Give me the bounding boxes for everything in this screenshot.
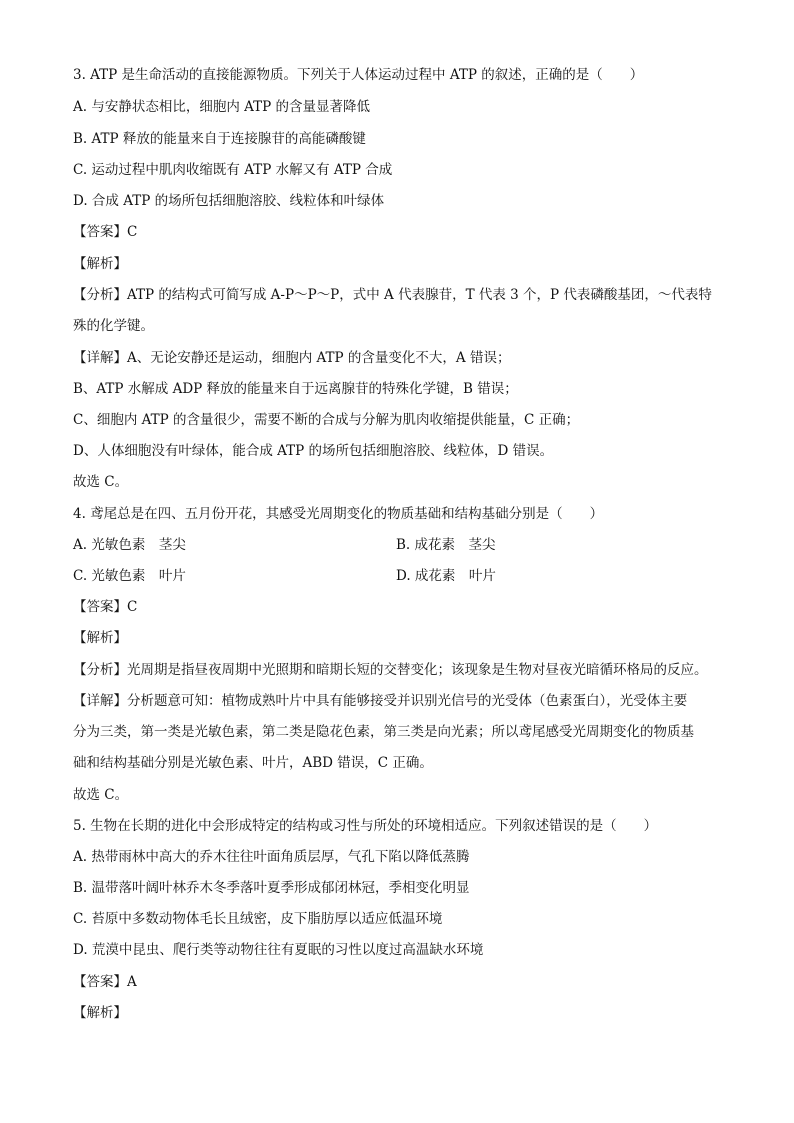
question-5-option-c: C. 苔原中多数动物体毛长且绒密，皮下脂肪厚以适应低温环境 <box>73 911 443 927</box>
question-3-option-a: A. 与安静状态相比，细胞内 ATP 的含量显著降低 <box>73 99 371 115</box>
question-5-option-b: B. 温带落叶阔叶林乔木冬季落叶夏季形成郁闭林冠，季相变化明显 <box>73 880 470 896</box>
question-5-option-a: A. 热带雨林中高大的乔木往往叶面角质层厚，气孔下陷以降低蒸腾 <box>73 849 470 865</box>
question-3-stem: 3. ATP 是生命活动的直接能源物质。下列关于人体运动过程中 ATP 的叙述，正确的是（ ） <box>73 67 644 83</box>
question-3-analysis: 【分析】ATP 的结构式可简写成 A-P～P～P，式中 A 代表腺苷，T 代表 3 个，P 代表磷酸基团，～代表特 <box>73 287 712 303</box>
question-5-option-d: D. 荒漠中昆虫、爬行类等动物往往有夏眠的习性以度过高温缺水环境 <box>73 942 484 958</box>
question-4-option-b: B. 成花素 茎尖 <box>396 537 496 553</box>
question-4-detail-cont-1: 分为三类，第一类是光敏色素，第二类是隐花色素，第三类是向光素；所以鸢尾感受光周期变化的物质基 <box>73 724 694 740</box>
question-3-option-b: B. ATP 释放的能量来自于连接腺苷的高能磷酸键 <box>73 131 366 147</box>
question-4-explanation-heading: 【解析】 <box>73 630 127 646</box>
question-3-detail-a: 【详解】A、无论安静还是运动，细胞内 ATP 的含量变化不大，A 错误； <box>73 350 511 366</box>
question-5-stem: 5. 生物在长期的进化中会形成特定的结构或习性与所处的环境相适应。下列叙述错误的是（ ） <box>73 818 658 834</box>
question-4-detail: 【详解】分析题意可知：植物成熟叶片中具有能够接受并识别光信号的光受体（色素蛋白），光受体主要 <box>73 693 688 709</box>
question-3-explanation-heading: 【解析】 <box>73 256 127 272</box>
question-4-option-c: C. 光敏色素 叶片 <box>73 568 186 584</box>
question-4-answer: 【答案】C <box>73 599 138 615</box>
question-5-answer: 【答案】A <box>73 974 137 990</box>
question-4-stem: 4. 鸢尾总是在四、五月份开花，其感受光周期变化的物质基础和结构基础分别是（ ） <box>73 506 604 522</box>
question-5-explanation-heading: 【解析】 <box>73 1005 127 1021</box>
question-4-option-a: A. 光敏色素 茎尖 <box>73 537 186 553</box>
question-4-detail-cont-2: 础和结构基础分别是光敏色素、叶片，ABD 错误，C 正确。 <box>73 755 433 771</box>
question-3-analysis-cont: 殊的化学键。 <box>73 318 154 334</box>
question-3-detail-d: D、人体细胞没有叶绿体，能合成 ATP 的场所包括细胞溶胶、线粒体，D 错误。 <box>73 443 554 459</box>
question-3-answer: 【答案】C <box>73 224 138 240</box>
question-3-detail-b: B、ATP 水解成 ADP 释放的能量来自于远离腺苷的特殊化学键，B 错误； <box>73 381 518 397</box>
question-3-option-d: D. 合成 ATP 的场所包括细胞溶胶、线粒体和叶绿体 <box>73 193 385 209</box>
question-4-analysis: 【分析】光周期是指昼夜周期中光照期和暗期长短的交替变化；该现象是生物对昼夜光暗循环格局的反应。 <box>73 662 708 678</box>
question-3-detail-c: C、细胞内 ATP 的含量很少，需要不断的合成与分解为肌肉收缩提供能量，C 正确； <box>73 412 580 428</box>
question-3-option-c: C. 运动过程中肌肉收缩既有 ATP 水解又有 ATP 合成 <box>73 162 393 178</box>
question-3-conclusion: 故选 C。 <box>73 474 129 490</box>
question-4-conclusion: 故选 C。 <box>73 787 129 803</box>
question-4-option-d: D. 成花素 叶片 <box>396 568 496 584</box>
